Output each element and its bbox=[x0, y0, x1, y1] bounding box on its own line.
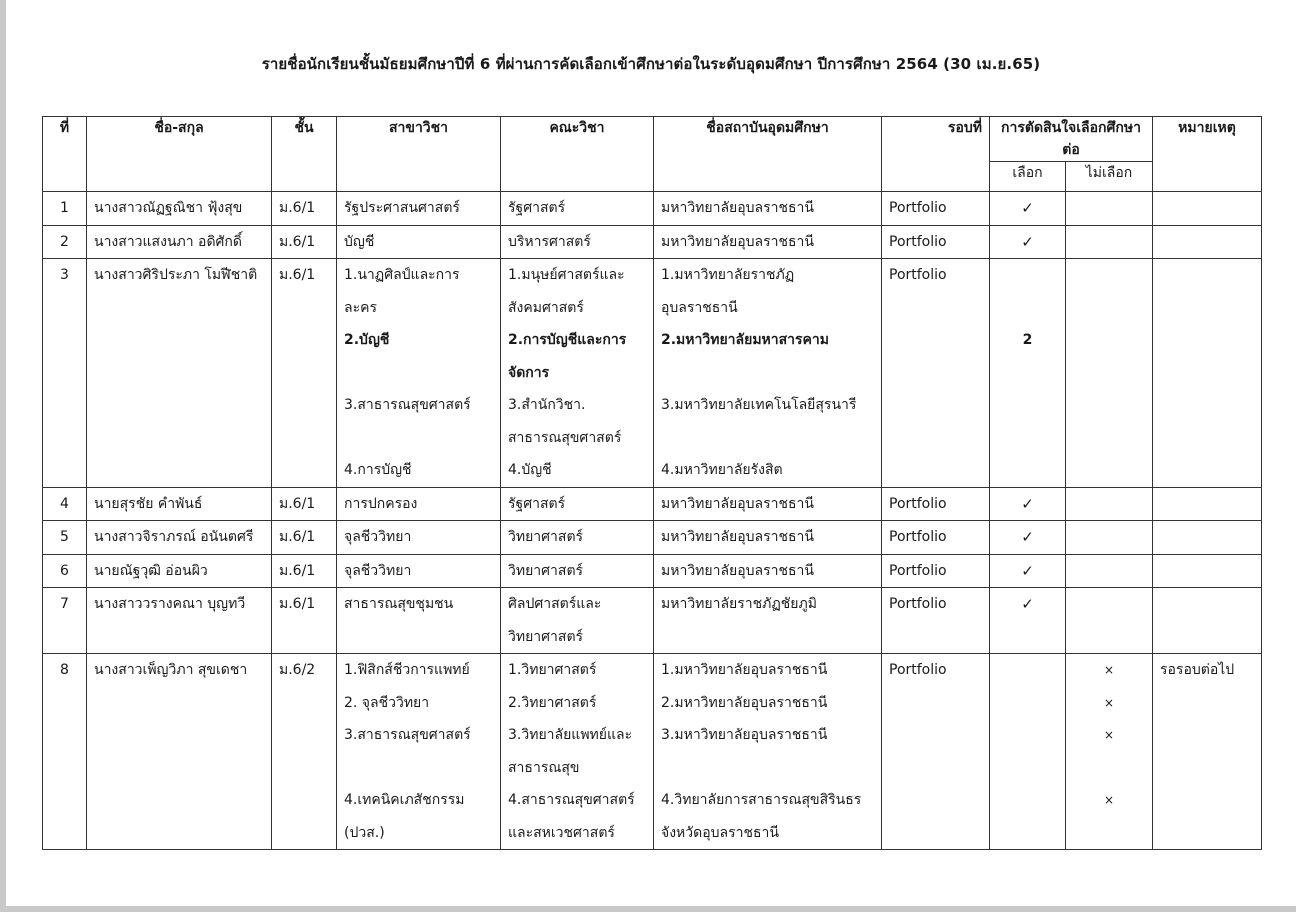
row-faculty: วิทยาศาสตร์ bbox=[508, 529, 584, 545]
row-name: นายณัฐวุฒิ อ่อนผิว bbox=[94, 562, 208, 579]
table-row bbox=[43, 588, 1262, 654]
table-row bbox=[43, 192, 1262, 226]
row-institution: มหาวิทยาลัยอุบลราชธานี bbox=[661, 562, 814, 579]
row-faculty: วิทยาศาสตร์ bbox=[508, 562, 584, 579]
cross-mark-icon: × bbox=[1103, 728, 1115, 742]
row-no: 6 bbox=[60, 562, 69, 579]
row-class: ม.6/1 bbox=[279, 596, 316, 612]
check-mark-icon: ✓ bbox=[1021, 494, 1034, 513]
row-faculty: ศิลปศาสตร์และ วิทยาศาสตร์ bbox=[501, 588, 654, 654]
row-major: จุลชีววิทยา bbox=[344, 529, 412, 545]
row-class: ม.6/1 bbox=[279, 267, 316, 283]
row-major: บัญชี bbox=[344, 233, 375, 250]
row-name: นางสาวเพ็ญวิภา สุขเดชา bbox=[94, 662, 248, 678]
cross-mark-icon: × bbox=[1103, 663, 1115, 677]
row-class: ม.6/1 bbox=[279, 495, 316, 512]
row-no: 4 bbox=[60, 495, 69, 512]
document-title: รายชื่อนักเรียนชั้นมัธยมศึกษาปีที่ 6 ที่ผ่านการคัดเลือกเข้าศึกษาต่อในระดับอุดมศึกษา ปีการศึกษา 2564 (30 เม.ย.65) bbox=[261, 55, 1041, 73]
check-mark-icon: ✓ bbox=[1021, 528, 1034, 546]
row-round: Portfolio bbox=[889, 267, 947, 283]
row-institution: 1.มหาวิทยาลัยราชภัฏ อุบลราชธานี 2.มหาวิทยาลัยมหาสารคาม 3.มหาวิทยาลัยเทคโนโลยีสุรนารี 4.มหาวิทยาลัยรังสิต bbox=[654, 259, 882, 488]
row-major: 1.ฟิสิกส์ชีวการแพทย์ 2. จุลชีววิทยา 3.สาธารณสุขศาสตร์ 4.เทคนิคเภสัชกรรม (ปวส.) bbox=[337, 654, 501, 850]
header-class: ชั้น bbox=[272, 117, 337, 192]
table-row bbox=[43, 225, 1262, 259]
row-name: นางสาวจิราภรณ์ อนันตศรี bbox=[94, 529, 254, 545]
row-major: 1.นาฏศิลป์และการ ละคร 2.บัญชี 3.สาธารณสุขศาสตร์ 4.การบัญชี bbox=[337, 259, 501, 488]
row-class: ม.6/1 bbox=[279, 562, 316, 579]
row-name: นางสาวแสงนภา อดิศักดิ์ bbox=[94, 233, 243, 250]
header-round: รอบที่ bbox=[882, 117, 990, 192]
row-class: ม.6/1 bbox=[279, 529, 316, 545]
row-round: Portfolio bbox=[889, 662, 947, 678]
row-round: Portfolio bbox=[889, 495, 947, 512]
header-no: ที่ bbox=[43, 117, 87, 192]
row-institution: มหาวิทยาลัยอุบลราชธานี bbox=[661, 200, 814, 216]
header-choose: เลือก bbox=[990, 162, 1066, 192]
row-faculty: รัฐศาสตร์ bbox=[508, 200, 566, 216]
check-mark-icon: ✓ bbox=[1021, 595, 1034, 613]
cross-mark-icon: × bbox=[1103, 793, 1115, 807]
table-row bbox=[43, 487, 1262, 521]
choice-number: 2 bbox=[1022, 332, 1033, 348]
row-institution: 1.มหาวิทยาลัยอุบลราชธานี 2.มหาวิทยาลัยอุบลราชธานี 3.มหาวิทยาลัยอุบลราชธานี 4.วิทยาลัยการสาธารณสุขสิรินธร จังหวัดอุบลราชธานี bbox=[654, 654, 882, 850]
header-remark: หมายเหตุ bbox=[1153, 117, 1262, 192]
row-no: 7 bbox=[60, 596, 69, 612]
row-faculty: รัฐศาสตร์ bbox=[508, 495, 566, 512]
row-no: 8 bbox=[60, 662, 69, 678]
table-row bbox=[43, 521, 1262, 555]
row-round: Portfolio bbox=[889, 200, 947, 216]
row-round: Portfolio bbox=[889, 529, 947, 545]
row-major: การปกครอง bbox=[344, 495, 418, 512]
row-institution: มหาวิทยาลัยอุบลราชธานี bbox=[661, 529, 814, 545]
row-name: นายสุรชัย คำพันธ์ bbox=[94, 495, 203, 512]
row-major: รัฐประศาสนศาสตร์ bbox=[344, 200, 460, 216]
row-faculty: 1.มนุษย์ศาสตร์และ สังคมศาสตร์ 2.การบัญชีและการ จัดการ 3.สำนักวิชา. สาธารณสุขศาสตร์ 4.บัญชี bbox=[501, 259, 654, 488]
table-row bbox=[43, 259, 1262, 488]
row-name: นางสาวศิริประภา โมฬีชาติ bbox=[94, 267, 258, 283]
header-name: ชื่อ-สกุล bbox=[87, 117, 272, 192]
row-institution: มหาวิทยาลัยราชภัฏชัยภูมิ bbox=[661, 596, 817, 612]
table-row bbox=[43, 654, 1262, 850]
header-not-choose: ไม่เลือก bbox=[1066, 162, 1153, 192]
check-mark-icon: ✓ bbox=[1021, 561, 1034, 580]
row-faculty: บริหารศาสตร์ bbox=[508, 233, 591, 250]
row-institution: มหาวิทยาลัยอุบลราชธานี bbox=[661, 233, 814, 250]
row-major: สาธารณสุขชุมชน bbox=[344, 596, 454, 612]
row-name: นางสาววรางคณา บุญทวี bbox=[94, 596, 246, 612]
row-institution: มหาวิทยาลัยอุบลราชธานี bbox=[661, 495, 814, 512]
row-round: Portfolio bbox=[889, 596, 947, 612]
check-mark-icon: ✓ bbox=[1021, 232, 1034, 251]
header-faculty: คณะวิชา bbox=[501, 117, 654, 192]
table-row bbox=[43, 554, 1262, 588]
row-no: 1 bbox=[60, 200, 69, 216]
row-faculty: 1.วิทยาศาสตร์ 2.วิทยาศาสตร์ 3.วิทยาลัยแพทย์และ สาธารณสุข 4.สาธารณสุขศาสตร์ และสหเวชศาสตร์ bbox=[501, 654, 654, 850]
row-no: 3 bbox=[60, 267, 69, 283]
row-class: ม.6/2 bbox=[279, 662, 316, 678]
header-row bbox=[43, 117, 1262, 162]
row-round: Portfolio bbox=[889, 562, 947, 579]
row-class: ม.6/1 bbox=[279, 233, 316, 250]
header-decision: การตัดสินใจเลือกศึกษาต่อ bbox=[990, 117, 1153, 162]
row-remark: รอรอบต่อไป bbox=[1160, 662, 1235, 678]
header-major: สาขาวิชา bbox=[337, 117, 501, 192]
row-no: 2 bbox=[60, 233, 69, 250]
student-table bbox=[42, 116, 1262, 850]
row-class: ม.6/1 bbox=[279, 200, 316, 216]
row-name: นางสาวณัฏฐณิชา ฟุ้งสุข bbox=[94, 200, 243, 216]
document-page bbox=[6, 0, 1296, 906]
row-no: 5 bbox=[60, 529, 69, 545]
cross-mark-icon: × bbox=[1103, 695, 1115, 710]
check-mark-icon: ✓ bbox=[1021, 199, 1034, 217]
row-round: Portfolio bbox=[889, 233, 947, 250]
header-institution: ชื่อสถาบันอุดมศึกษา bbox=[654, 117, 882, 192]
row-major: จุลชีววิทยา bbox=[344, 562, 412, 579]
